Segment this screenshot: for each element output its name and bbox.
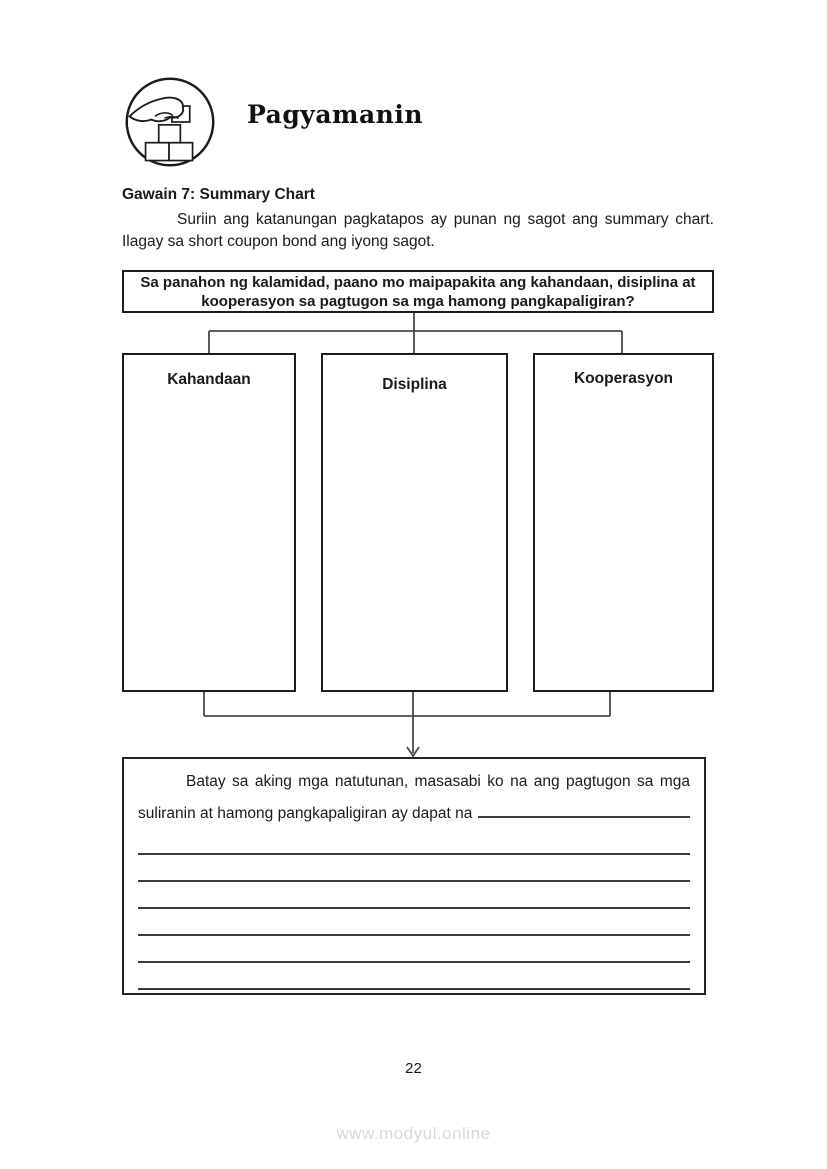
watermark-text: www.modyul.online [336,1124,491,1143]
column-label: Disiplina [382,376,447,393]
activity-heading: Gawain 7: Summary Chart [122,186,315,203]
page-title: Pagyamanin [247,100,424,129]
answer-blank-line [138,828,690,855]
question-text: Sa panahon ng kalamidad, paano mo maipapakita ang kahandaan, disiplina at kooperasyon sa pagtugon sa mga hamong pangkapaligiran? [140,273,696,310]
column-box-disiplina [321,353,508,692]
page-number: 22 [405,1060,422,1077]
answer-blank-line [138,882,690,909]
answer-blank-line [138,936,690,963]
column-box-kooperasyon [533,353,714,692]
down-arrowhead-icon [407,747,419,756]
column-label: Kooperasyon [573,370,674,387]
answer-blank-line [138,963,690,990]
conclusion-line1: Batay sa aking mga natutunan, masasabi ko na ang pagtugon sa mga [186,773,690,790]
answer-blank-line [138,909,690,936]
hand-stacking-blocks-icon [123,75,217,169]
column-label: Kahandaan [167,371,251,388]
instructions-paragraph: Suriin ang katanungan pagkatapos ay punan ng sagot ang summary chart. Ilagay sa short coupon bond ang iyong sagot. [122,211,714,250]
answer-blank-line [138,855,690,882]
question-box [122,270,714,313]
conclusion-box [122,757,706,995]
answer-blank-inline [478,796,690,818]
column-box-kahandaan [122,353,296,692]
conclusion-line2 [138,796,690,828]
conclusion-line2-text: suliranin at hamong pangkapaligiran ay dapat na [138,805,473,822]
answer-blank-lines [138,828,690,990]
